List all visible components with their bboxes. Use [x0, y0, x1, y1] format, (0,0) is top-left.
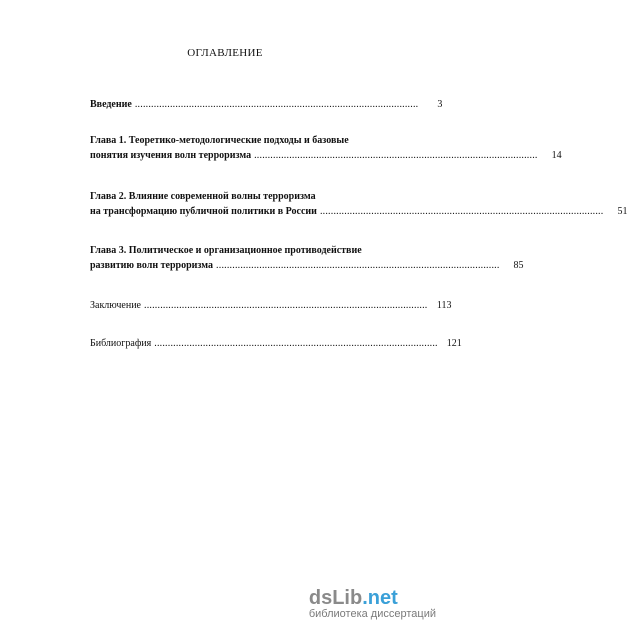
- toc-entry-title-cont: развитию волн терроризма: [90, 260, 214, 271]
- dot-leader: .........................................................................................................: [154, 338, 438, 349]
- watermark-logo-main: dsLib: [308, 587, 363, 609]
- toc-entry-introduction: [90, 97, 443, 112]
- watermark-logo-suffix: .net: [362, 587, 398, 609]
- dot-leader: .........................................................................................................: [254, 150, 538, 161]
- site-watermark: [309, 588, 436, 621]
- toc-page-number: 85: [513, 260, 524, 271]
- toc-entry-title: Заключение: [90, 300, 141, 311]
- toc-entry-title: Глава 2. Влияние современной волны терроризма: [90, 191, 316, 202]
- toc-entry-title: Введение: [90, 99, 132, 110]
- toc-heading: ОГЛАВЛЕНИЕ: [187, 47, 263, 59]
- toc-entry-chapter-3: [90, 243, 524, 273]
- watermark-logo: [309, 588, 436, 608]
- dot-leader: .........................................................................................................: [319, 206, 604, 217]
- toc-page-number: 113: [436, 300, 452, 311]
- toc-entry-chapter-2: [90, 189, 627, 219]
- toc-entry-title: Библиография: [90, 338, 152, 349]
- toc-entry-chapter-1: [90, 133, 562, 163]
- toc-entry-bibliography: [90, 336, 462, 351]
- toc-entry-title: Глава 1. Теоретико-методологические подходы и базовые: [90, 135, 349, 146]
- toc-entry-title: Глава 3. Политическое и организационное противодействие: [90, 245, 362, 256]
- toc-entry-conclusion: [90, 298, 452, 313]
- toc-entry-title-cont: понятия изучения волн терроризма: [90, 150, 252, 161]
- watermark-tagline: библиотека диссертаций: [308, 608, 436, 620]
- toc-page-number: 14: [551, 150, 562, 161]
- toc-page-number: 3: [437, 99, 443, 110]
- toc-page-number: 51: [617, 206, 627, 217]
- dot-leader: .........................................................................................................: [144, 300, 428, 311]
- toc-entry-title-cont: на трансформацию публичной политики в России: [90, 206, 317, 217]
- toc-page-number: 121: [446, 338, 462, 349]
- dot-leader: .........................................................................................................: [216, 260, 500, 271]
- dot-leader: .........................................................................................................: [134, 99, 419, 110]
